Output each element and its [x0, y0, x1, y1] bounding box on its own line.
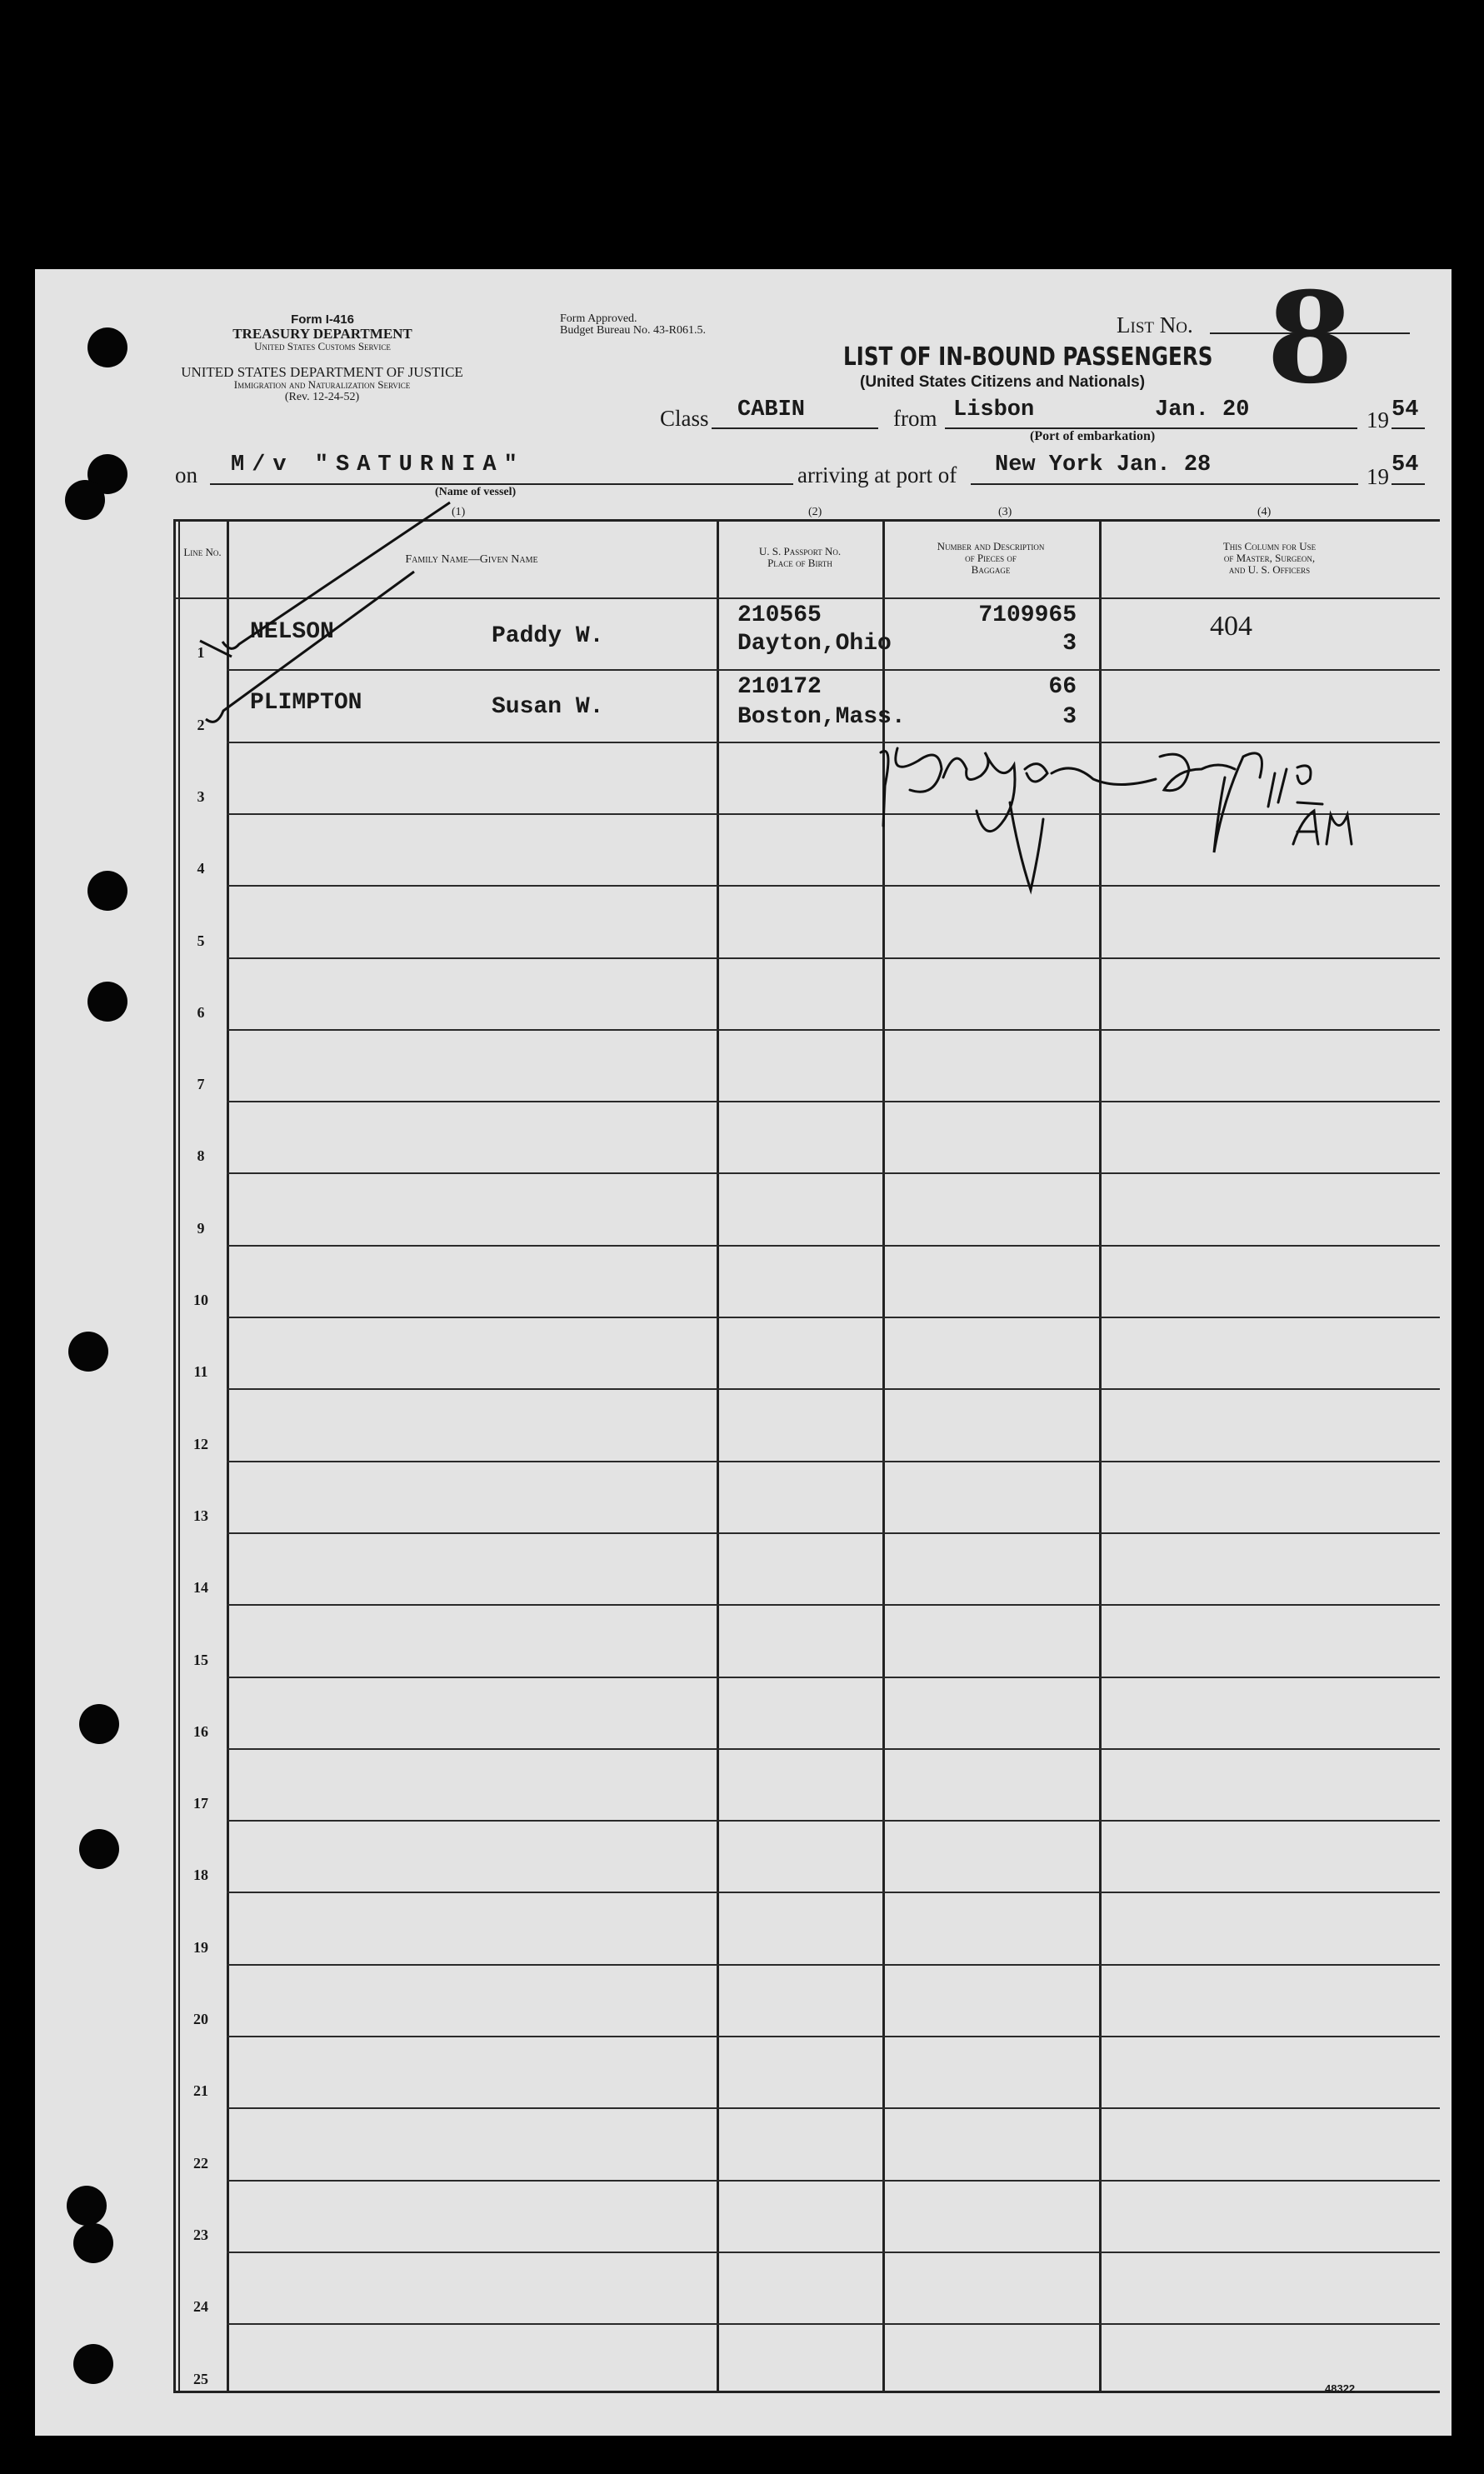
vessel-name: M/v "SATURNIA" — [231, 452, 525, 477]
revision-date: (Rev. 12-24-52) — [284, 391, 360, 403]
form-subtitle: (United States Citizens and Nationals) — [860, 373, 1146, 391]
line-number: 15 — [193, 1652, 208, 1668]
passenger-2-pieces: 3 — [1062, 704, 1077, 730]
passport-header: U. S. Passport No. — [758, 545, 842, 557]
baggage-header-1: Number and Description — [937, 540, 1045, 552]
passenger-1-pieces: 3 — [1062, 631, 1077, 657]
passenger-1-passport: 210565 — [737, 602, 822, 628]
passenger-2-given: Susan W. — [492, 694, 604, 720]
line-number: 23 — [193, 2227, 208, 2243]
line-number: 3 — [197, 788, 205, 805]
manifest-page — [35, 265, 1452, 2436]
arriving-label: arriving at port of — [797, 462, 957, 487]
from-label: from — [893, 406, 937, 431]
passenger-2-birthplace: Boston,Mass. — [737, 704, 906, 730]
line-number: 7 — [197, 1076, 205, 1092]
officer-header-2: of Master, Surgeon, — [1223, 552, 1316, 564]
passenger-2-passport: 210172 — [737, 674, 822, 700]
line-number: 4 — [197, 860, 205, 877]
vessel-label: (Name of vessel) — [435, 486, 517, 498]
embark-year-prefix: 19 — [1367, 407, 1389, 432]
line-number: 8 — [197, 1147, 205, 1164]
embark-port: Lisbon — [953, 397, 1035, 422]
list-number: 8 — [1267, 265, 1354, 412]
arrival-port-date: New York Jan. 28 — [995, 452, 1212, 477]
name-header: Family Name—Given Name — [405, 553, 538, 566]
line-number: 18 — [193, 1867, 208, 1883]
passenger-2-family: PLIMPTON — [250, 690, 362, 716]
passenger-1-baggage-no: 7109965 — [978, 602, 1077, 628]
line-number: 13 — [193, 1507, 208, 1524]
arrival-year: 54 — [1392, 452, 1419, 477]
line-number: 11 — [193, 1363, 208, 1380]
officer-header-1: This Column for Use — [1222, 540, 1317, 552]
class-value: CABIN — [737, 397, 806, 422]
budget-bureau: Budget Bureau No. 43-R061.5. — [560, 324, 706, 337]
line-number: 2 — [197, 717, 205, 733]
line-number: 10 — [193, 1292, 208, 1308]
passenger-1-given: Paddy W. — [492, 623, 604, 649]
officer-header-3: and U. S. Officers — [1228, 563, 1311, 576]
line-number: 12 — [193, 1436, 208, 1452]
passenger-1-family: NELSON — [250, 619, 334, 645]
line-number: 5 — [197, 932, 205, 949]
line-number: 20 — [193, 2011, 208, 2027]
line-number: 9 — [197, 1220, 205, 1237]
birthplace-header: Place of Birth — [767, 557, 832, 569]
customs-service: United States Customs Service — [254, 340, 391, 352]
baggage-header-2: of Pieces of — [965, 552, 1017, 564]
form-approved: Form Approved. — [560, 312, 637, 325]
passenger-2-baggage-no: 66 — [1048, 674, 1077, 700]
form-footer-code: 48322 — [1325, 2382, 1356, 2395]
col1-number: (1) — [452, 506, 466, 518]
list-no-label: List No. — [1117, 312, 1193, 337]
arrival-year-prefix: 19 — [1367, 464, 1389, 489]
col2-number: (2) — [808, 506, 822, 518]
line-number: 21 — [193, 2082, 208, 2099]
port-embark-label: (Port of embarkation) — [1030, 429, 1156, 443]
embark-year: 54 — [1392, 397, 1419, 422]
embark-date: Jan. 20 — [1155, 397, 1250, 422]
line-number: 14 — [193, 1579, 208, 1596]
line-number: 6 — [197, 1004, 205, 1021]
line-number: 22 — [193, 2155, 208, 2172]
passenger-1-birthplace: Dayton,Ohio — [737, 631, 892, 657]
col4-number: (4) — [1257, 506, 1272, 518]
line-number: 1 — [197, 644, 205, 661]
on-label: on — [175, 462, 197, 487]
ins-service: Immigration and Naturalization Service — [233, 378, 411, 391]
line-number: 17 — [193, 1795, 208, 1812]
line-number: 25 — [193, 2371, 208, 2387]
form-title: LIST OF IN-BOUND PASSENGERS — [843, 342, 1213, 372]
class-label: Class — [660, 406, 709, 431]
officer-signature — [35, 265, 1452, 2436]
line-no-header: Line No. — [183, 546, 222, 558]
col3-number: (3) — [998, 506, 1012, 518]
justice-dept: UNITED STATES DEPARTMENT OF JUSTICE — [181, 364, 463, 380]
line-number: 16 — [193, 1723, 208, 1740]
form-number: Form I-416 — [291, 312, 354, 327]
line-number: 19 — [193, 1939, 208, 1956]
passenger-1-officer: 404 — [1210, 611, 1252, 642]
treasury-dept: TREASURY DEPARTMENT — [232, 326, 412, 342]
baggage-header-3: Baggage — [971, 563, 1011, 576]
line-number: 24 — [193, 2298, 208, 2315]
